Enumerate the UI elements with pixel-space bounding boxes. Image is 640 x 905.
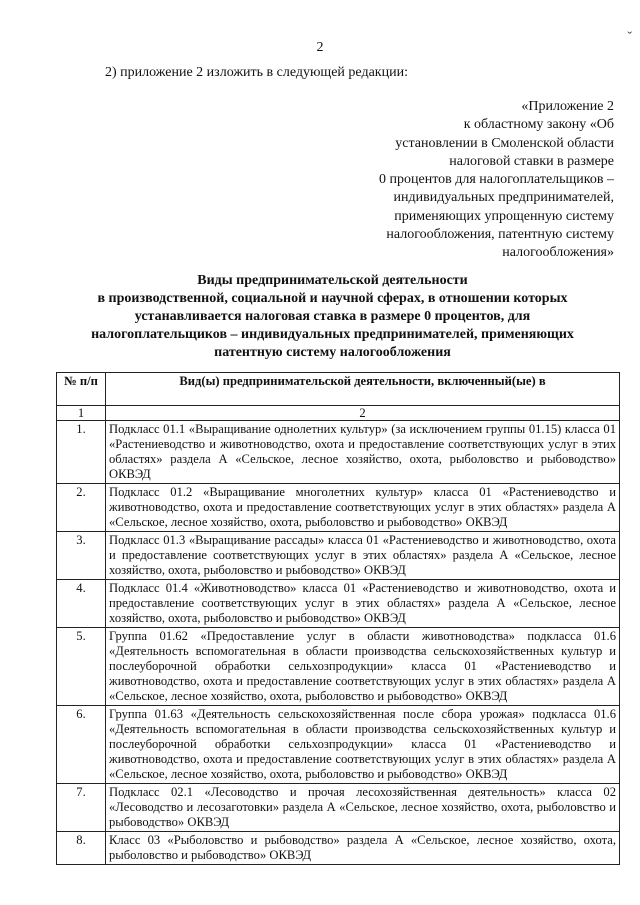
column-index-row — [57, 406, 620, 421]
table-row — [57, 580, 620, 628]
column-index-description: 2 — [106, 406, 620, 421]
column-index-number: 1 — [57, 406, 106, 421]
table-header-row — [57, 373, 620, 406]
row-number: 1. — [57, 421, 106, 484]
appendix-reference-line: 0 процентов для налогоплательщиков – — [379, 172, 614, 188]
page-number: 2 — [316, 40, 324, 55]
appendix-reference-line: налогообложения» — [502, 245, 614, 261]
title-line: Виды предпринимательской деятельности — [197, 273, 468, 288]
title-line: патентную систему налогообложения — [214, 345, 451, 360]
appendix-reference-line: налогообложения, патентную систему — [386, 227, 614, 243]
appendix-reference-line: применяющих упрощенную систему — [394, 208, 614, 224]
row-number: 8. — [57, 832, 106, 865]
table-row — [57, 784, 620, 832]
row-number: 2. — [57, 484, 106, 532]
table-row — [57, 421, 620, 484]
row-description: Подкласс 02.1 «Лесоводство и прочая лесохозяйственная деятельность» класса 02 «Лесоводство и лесозаготовки» раздела А «Сельское, лесное хозяйство, охота, рыболовство и рыбоводство» ОКВЭД — [106, 784, 620, 832]
row-number: 3. — [57, 532, 106, 580]
row-description: Класс 03 «Рыболовство и рыбоводство» раздела А «Сельское, лесное хозяйство, охота, рыболовство и рыбоводство» ОКВЭД — [106, 832, 620, 865]
table-row — [57, 832, 620, 865]
header-number: № п/п — [57, 373, 106, 406]
appendix-reference-line: установлении в Смоленской области — [395, 135, 614, 151]
table-row — [57, 484, 620, 532]
document-title — [60, 272, 605, 362]
appendix-reference-line: налоговой ставки в размере — [449, 153, 614, 169]
row-number: 7. — [57, 784, 106, 832]
table-row — [57, 628, 620, 706]
intro-paragraph: 2) приложение 2 изложить в следующей редакции: — [105, 65, 408, 80]
row-description: Группа 01.63 «Деятельность сельскохозяйственная после сбора урожая» подкласса 01.6 «Деятельность вспомогательная в области производства сельскохозяйственных культур и послеуборочной обработки сельхозпродукции» класса 01 «Растениеводство и животноводство, охота и предоставление соответствующих услуг в этих областях» раздела А «Сельское, лесное хозяйство, охота, рыболовство и рыбоводство» ОКВЭД — [106, 706, 620, 784]
appendix-reference-line: к областному закону «Об — [463, 117, 614, 133]
row-description: Подкласс 01.1 «Выращивание однолетних культур» (за исключением группы 01.15) класса 01 «Растениеводство и животноводство, охота и предоставление соответствующих услуг в этих областях» раздела А «Сельское, лесное хозяйство, охота, рыболовство и рыбоводство» ОКВЭД — [106, 421, 620, 484]
row-description: Подкласс 01.3 «Выращивание рассады» класса 01 «Растениеводство и животноводство, охота и предоставление соответствующих услуг в этих областях» раздела А «Сельское, лесное хозяйство, охота, рыболовство и рыбоводство» ОКВЭД — [106, 532, 620, 580]
row-description: Группа 01.62 «Предоставление услуг в области животноводства» подкласса 01.6 «Деятельность вспомогательная в области производства сельскохозяйственных культур и послеуборочной обработки сельхозпродукции» класса 01 «Растениеводство и животноводство, охота и предоставление соответствующих услуг в этих областях» раздела А «Сельское, лесное хозяйство, охота, рыболовство и рыбоводство» ОКВЭД — [106, 628, 620, 706]
title-line: в производственной, социальной и научной сферах, в отношении которых — [97, 291, 568, 306]
appendix-reference — [314, 98, 614, 263]
table-row — [57, 706, 620, 784]
table-row — [57, 532, 620, 580]
row-number: 5. — [57, 628, 106, 706]
row-number: 6. — [57, 706, 106, 784]
row-number: 4. — [57, 580, 106, 628]
activities-table — [56, 372, 620, 865]
appendix-reference-line: «Приложение 2 — [521, 99, 614, 114]
row-description: Подкласс 01.4 «Животноводство» класса 01 «Растениеводство и животноводство, охота и предоставление соответствующих услуг в этих областях» раздела А «Сельское, лесное хозяйство, охота, рыболовство и рыбоводство» ОКВЭД — [106, 580, 620, 628]
header-description: Вид(ы) предпринимательской деятельности, включенный(ые) в — [106, 373, 620, 406]
corner-mark: ˇ — [627, 30, 632, 45]
title-line: устанавливается налоговая ставка в размере 0 процентов, для — [134, 309, 531, 324]
row-description: Подкласс 01.2 «Выращивание многолетних культур» класса 01 «Растениеводство и животноводство, охота и предоставление соответствующих услуг в этих областях» раздела А «Сельское, лесное хозяйство, охота, рыболовство и рыбоводство» ОКВЭД — [106, 484, 620, 532]
title-line: налогоплательщиков – индивидуальных предпринимателей, применяющих — [91, 327, 574, 342]
appendix-reference-line: индивидуальных предпринимателей, — [393, 190, 614, 206]
